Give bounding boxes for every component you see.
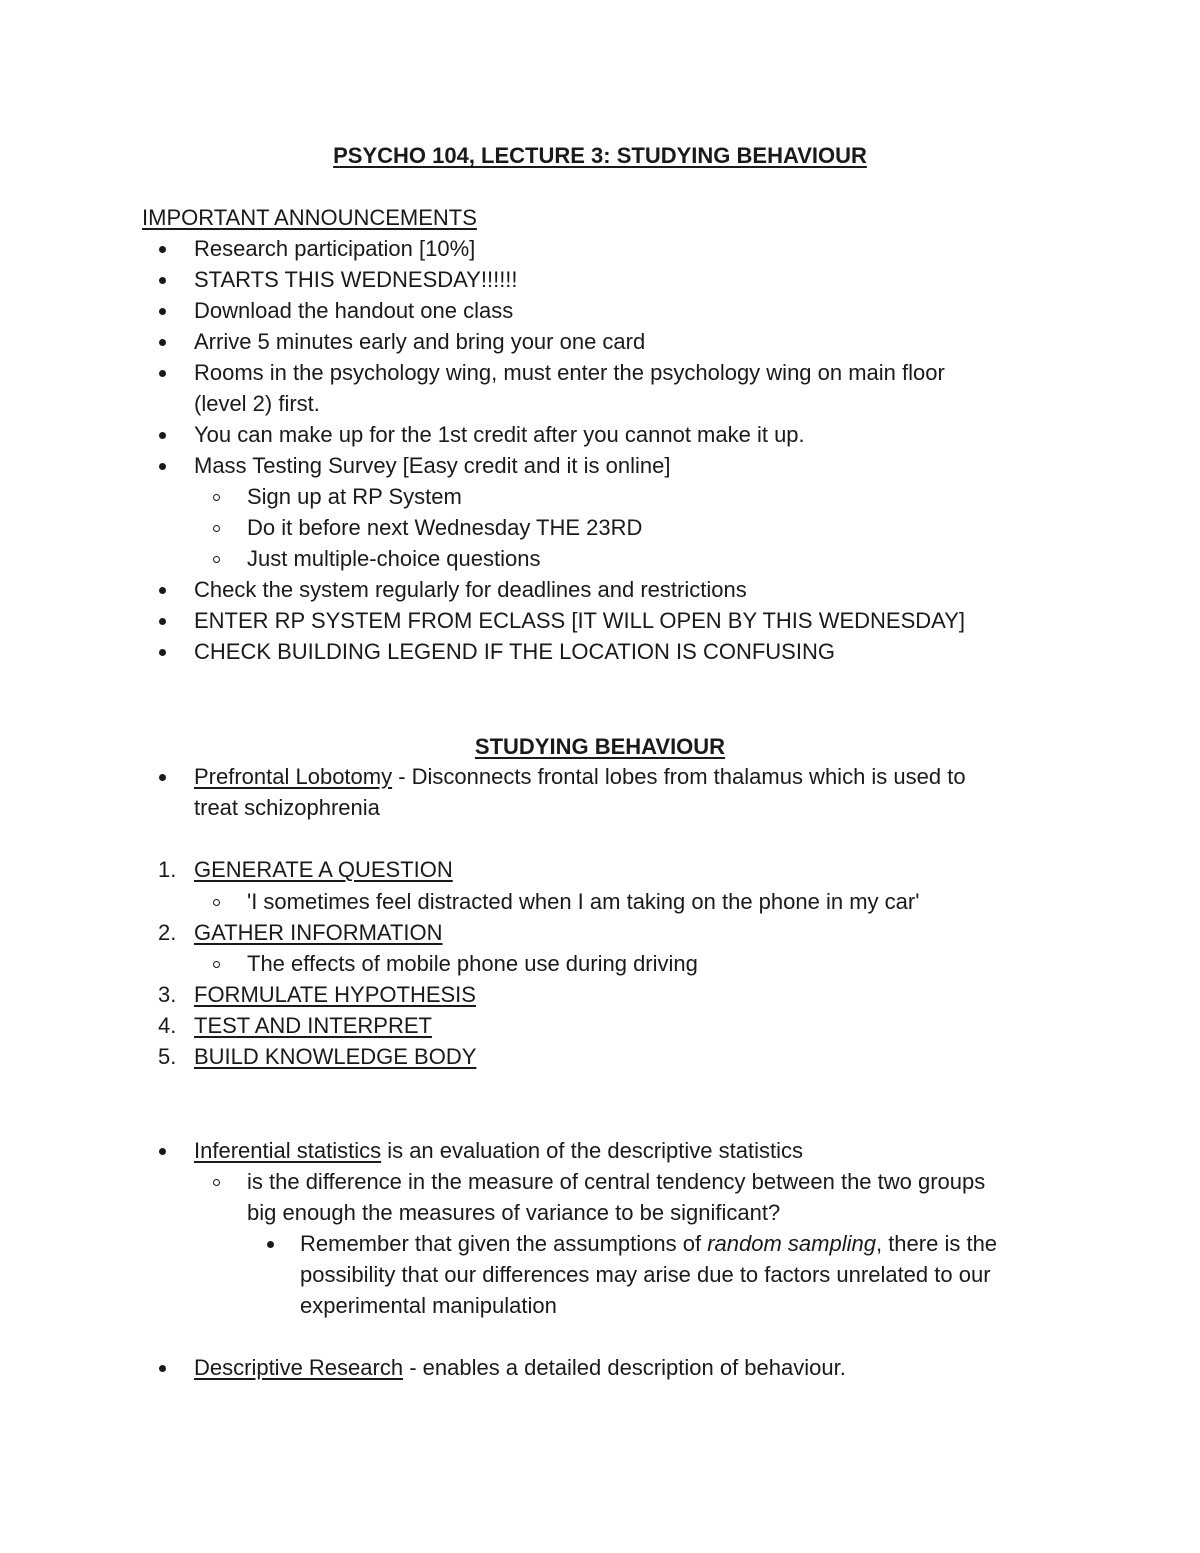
hollow-bullet-icon [213,494,220,501]
lobotomy-definition-continued: treat schizophrenia [194,795,380,820]
bullet-icon [159,277,166,284]
bullet-icon [159,1365,166,1372]
announcement-item: Rooms in the psychology wing, must enter the psychology wing on main floor [194,360,945,385]
remember-line [300,1231,997,1257]
remember-text: Remember that given the assumptions of [300,1231,708,1256]
bullet-icon [159,339,166,346]
announcement-item: Check the system regularly for deadlines and restrictions [194,577,747,602]
descriptive-term: Descriptive Research [194,1355,404,1380]
descriptive-definition: - enables a detailed description of behaviour. [403,1355,846,1380]
announcement-sub-item: Sign up at RP System [247,484,462,509]
announcement-item: ENTER RP SYSTEM FROM ECLASS [IT WILL OPEN BY THIS WEDNESDAY] [194,608,965,633]
bullet-icon [159,774,166,781]
remember-emphasis: random sampling [707,1231,876,1256]
step-sub-item: The effects of mobile phone use during driving [247,951,698,976]
step-number: 2. [158,920,177,945]
step-number: 1. [158,857,177,882]
announcement-item: Arrive 5 minutes early and bring your one card [194,329,646,354]
announcement-item-continued: (level 2) first. [194,391,320,416]
descriptive-line [194,1355,846,1381]
hollow-bullet-icon [213,556,220,563]
step-label: GENERATE A QUESTION [194,857,453,882]
bullet-icon [159,1148,166,1155]
announcement-item: Download the handout one class [194,298,514,323]
inferential-sub-item: is the difference in the measure of central tendency between the two groups [247,1169,986,1194]
announcement-item: CHECK BUILDING LEGEND IF THE LOCATION IS CONFUSING [194,639,835,664]
announcement-sub-item: Just multiple-choice questions [247,546,541,571]
page-title: PSYCHO 104, LECTURE 3: STUDYING BEHAVIOUR [333,143,867,168]
bullet-icon [159,587,166,594]
section-heading: STUDYING BEHAVIOUR [474,734,726,759]
announcement-item: STARTS THIS WEDNESDAY!!!!!! [194,267,518,292]
bullet-icon [159,308,166,315]
bullet-icon [159,463,166,470]
remember-line-continued: experimental manipulation [300,1293,557,1318]
announcement-item: Research participation [10%] [194,236,476,261]
announcements-heading: IMPORTANT ANNOUNCEMENTS [142,205,477,230]
hollow-bullet-icon [213,1179,220,1186]
bullet-icon [159,618,166,625]
lobotomy-definition: - Disconnects frontal lobes from thalamus which is used to [392,764,966,789]
bullet-icon [267,1241,274,1248]
inferential-sub-item-continued: big enough the measures of variance to be significant? [247,1200,781,1225]
bullet-icon [159,370,166,377]
announcement-sub-item: Do it before next Wednesday THE 23RD [247,515,643,540]
hollow-bullet-icon [213,525,220,532]
bullet-icon [159,649,166,656]
step-number: 5. [158,1044,177,1069]
remember-line-continued: possibility that our differences may arise due to factors unrelated to our [300,1262,991,1287]
remember-text-end: , there is the [875,1231,998,1256]
step-label: FORMULATE HYPOTHESIS [194,982,476,1007]
bullet-icon [159,432,166,439]
step-number: 4. [158,1013,177,1038]
lobotomy-term: Prefrontal Lobotomy [194,764,393,789]
step-label: BUILD KNOWLEDGE BODY [194,1044,477,1069]
step-label: GATHER INFORMATION [194,920,443,945]
bullet-icon [159,246,166,253]
inferential-term: Inferential statistics [194,1138,382,1163]
step-label: TEST AND INTERPRET [194,1013,432,1038]
announcement-item: Mass Testing Survey [Easy credit and it is online] [194,453,671,478]
hollow-bullet-icon [213,961,220,968]
inferential-definition: is an evaluation of the descriptive statistics [381,1138,803,1163]
lobotomy-line [194,764,966,790]
step-number: 3. [158,982,177,1007]
announcement-item: You can make up for the 1st credit after you cannot make it up. [194,422,805,447]
step-sub-item: 'I sometimes feel distracted when I am taking on the phone in my car' [247,889,920,914]
inferential-line [194,1138,803,1164]
hollow-bullet-icon [213,899,220,906]
